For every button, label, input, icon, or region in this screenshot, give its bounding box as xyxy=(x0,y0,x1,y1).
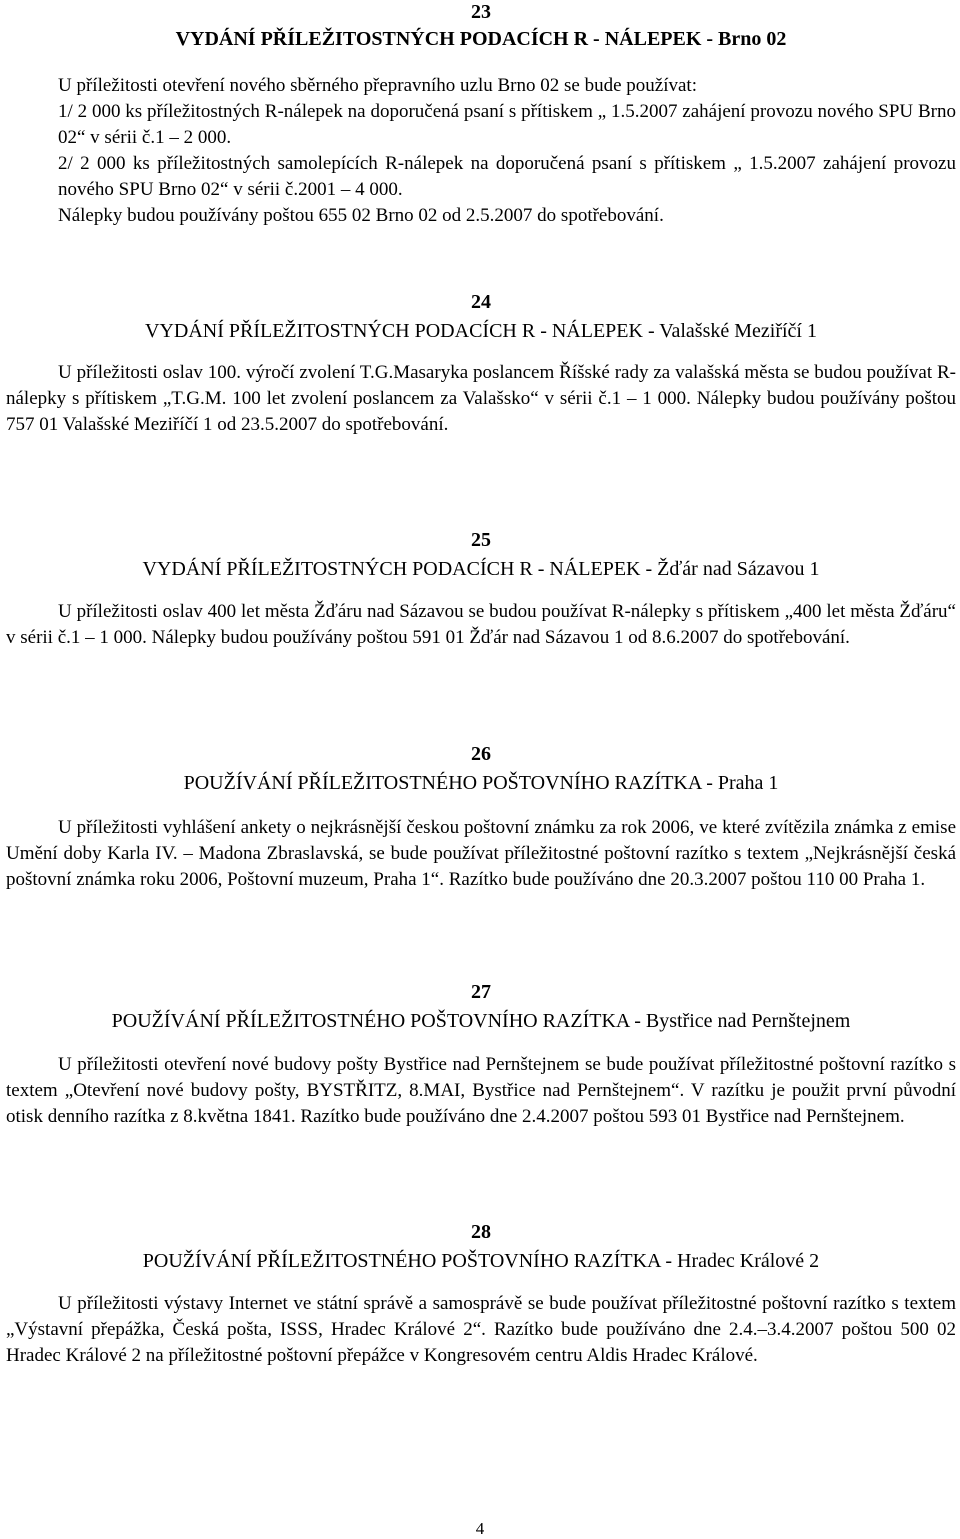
page-number: 4 xyxy=(475,1519,485,1538)
section-title: POUŽÍVÁNÍ PŘÍLEŽITOSTNÉHO POŠTOVNÍHO RAZÍTKA - Bystřice nad Pernštejnem xyxy=(111,1010,851,1032)
section-body xyxy=(6,1291,956,1369)
section-28 xyxy=(6,1220,956,1369)
section-23 xyxy=(6,0,956,229)
section-26 xyxy=(6,742,956,893)
list-item: 1/ 2 000 ks příležitostných R-nálepek na doporučená psaní s přítiskem „ 1.5.2007 zahájení provozu nového SPU Brno 02“ v sérii č.1 – 2 000. xyxy=(58,101,956,148)
section-title: POUŽÍVÁNÍ PŘÍLEŽITOSTNÉHO POŠTOVNÍHO RAZÍTKA - Hradec Králové 2 xyxy=(142,1250,820,1272)
section-intro: U příležitosti otevření nového sběrného přepravního uzlu Brno 02 se bude používat: xyxy=(58,75,697,96)
section-25 xyxy=(6,528,956,651)
section-title: VYDÁNÍ PŘÍLEŽITOSTNÝCH PODACÍCH R - NÁLEPEK - Žďár nad Sázavou 1 xyxy=(142,558,820,580)
section-number: 24 xyxy=(471,291,491,313)
section-number: 27 xyxy=(471,981,491,1003)
section-body xyxy=(6,815,956,893)
section-number: 23 xyxy=(471,1,491,23)
section-paragraph: U příležitosti oslav 400 let města Žďáru nad Sázavou se budou používat R-nálepky s přítiskem „400 let města Žďáru“ v sérii č.1 – 1 000. Nálepky budou používány poštou 591 01 Žďár nad Sázavou 1 od 8.6.2007 do spotřebování. xyxy=(6,601,956,648)
section-24 xyxy=(6,290,956,438)
section-body xyxy=(6,73,956,99)
section-body xyxy=(6,360,956,438)
section-paragraph: U příležitosti oslav 100. výročí zvolení T.G.Masaryka poslancem Říšské rady za valašská města se budou používat R-nálepky s přítiskem „T.G.M. 100 let zvolení poslancem za Valašsko“ v sérii č.1 – 1 000. Nálepky budou používány poštou 757 01 Valašské Meziříčí 1 od 23.5.2007 do spotřebování. xyxy=(6,362,956,435)
section-paragraph: U příležitosti výstavy Internet ve státní správě a samosprávě se bude používat příležitostné poštovní razítko s textem „Výstavní přepážka, Česká pošta, ISSS, Hradec Králové 2“. Razítko bude používáno dne 2.4.–3.4.2007 poštou 500 02 Hradec Králové 2 na příležitostné poštovní přepážce v Kongresovém centru Aldis Hradec Králové. xyxy=(6,1293,956,1366)
section-title: VYDÁNÍ PŘÍLEŽITOSTNÝCH PODACÍCH R - NÁLEPEK - Valašské Meziříčí 1 xyxy=(145,320,817,342)
section-number: 26 xyxy=(471,743,491,765)
section-number: 25 xyxy=(471,529,491,551)
section-body xyxy=(6,1052,956,1130)
list-item: Nálepky budou používány poštou 655 02 Brno 02 od 2.5.2007 do spotřebování. xyxy=(58,205,664,226)
section-paragraph: U příležitosti otevření nové budovy pošty Bystřice nad Pernštejnem se bude používat příležitostné poštovní razítko s textem „Otevření nové budovy pošty, BYSTŘITZ, 8.MAI, Bystřice nad Pernštejnem“. V razítku je použit první původní otisk denního razítka z 8.května 1841. Razítko bude používáno dne 2.4.2007 poštou 593 01 Bystřice nad Pernštejnem. xyxy=(6,1054,956,1127)
section-27 xyxy=(6,980,956,1130)
list-item: 2/ 2 000 ks příležitostných samolepících R-nálepek na doporučená psaní s přítiskem „ 1.5.2007 zahájení provozu nového SPU Brno 02“ v sérii č.2001 – 4 000. xyxy=(58,153,956,200)
section-body xyxy=(6,599,956,651)
section-items xyxy=(6,99,956,229)
section-title: VYDÁNÍ PŘÍLEŽITOSTNÝCH PODACÍCH R - NÁLEPEK - Brno 02 xyxy=(175,28,787,50)
section-number: 28 xyxy=(471,1221,491,1243)
section-paragraph: U příležitosti vyhlášení ankety o nejkrásnější českou poštovní známku za rok 2006, ve které zvítězila známka z emise Umění doby Karla IV. – Madona Zbraslavská, se bude používat příležitostné poštovní razítko s textem „Nejkrásnější česká poštovní známka roku 2006, Poštovní muzeum, Praha 1“. Razítko bude používáno dne 20.3.2007 poštou 110 00 Praha 1. xyxy=(6,817,956,890)
section-title: POUŽÍVÁNÍ PŘÍLEŽITOSTNÉHO POŠTOVNÍHO RAZÍTKA - Praha 1 xyxy=(183,772,779,794)
